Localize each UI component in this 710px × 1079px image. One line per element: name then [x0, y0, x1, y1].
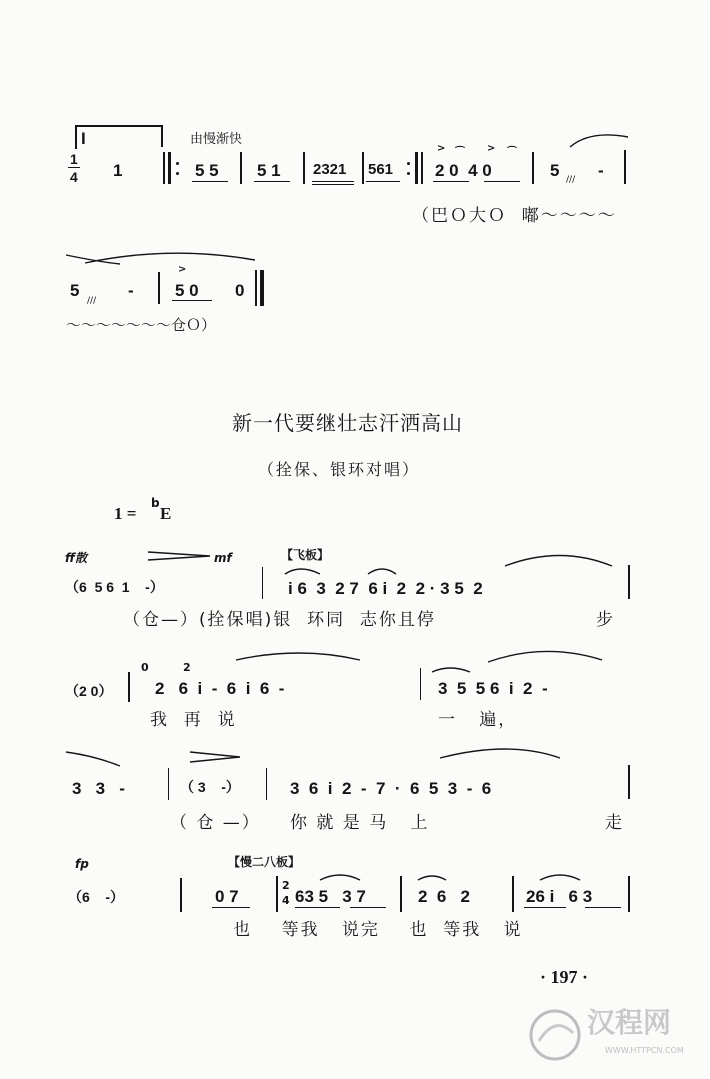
tie-slur	[285, 569, 320, 574]
s4-intro: （6 -）	[68, 889, 125, 905]
fermata-mark: ⌒	[507, 147, 517, 158]
song-subtitle: （拴保、银环对唱）	[258, 460, 421, 479]
line2-rest: 0	[235, 281, 245, 300]
s3-lyric-b: 你 就 是 马 上	[290, 813, 430, 833]
line2-note: 5	[70, 281, 80, 300]
tie-slur	[236, 653, 360, 660]
tie-slur	[66, 255, 120, 264]
key-label: 1 =	[114, 504, 137, 523]
hairpin-dim	[148, 552, 210, 560]
s2-time: 0	[141, 661, 149, 674]
s4-time-den: 4	[282, 894, 290, 907]
tie-slur	[440, 749, 560, 758]
section-mark-feiban: 【飞板】	[281, 548, 330, 562]
tremolo-mark: ///	[566, 175, 576, 185]
s2-notes-b: 3 5 5 6 i 2 -	[438, 679, 548, 698]
s3-notes-b: 3 6 i 2 - 7 · 6 5 3 - 6	[290, 779, 492, 798]
watermark-text: 汉程网	[587, 1006, 672, 1039]
s2-lyric-b: 一 遍，	[438, 710, 518, 730]
s2-intro: （2 0）	[65, 683, 113, 699]
percussion-line-1: （巴Ｏ大Ｏ 嘟～～～～	[412, 206, 617, 226]
accent-mark: >	[487, 143, 496, 154]
s4-notes-d: 26 i 6 3	[526, 887, 593, 906]
section-mark-maner: 【慢二八板】	[228, 855, 301, 869]
tie-slur	[505, 556, 612, 567]
fermata-mark: ⌒	[455, 147, 465, 158]
tempo-text: 由慢渐快	[190, 132, 243, 147]
page-number: · 197 ·	[540, 967, 589, 987]
measure-6-dash: -	[598, 161, 604, 180]
s3-lyric-a: （ 仓 —）	[170, 813, 261, 833]
time-sig-numerator: 1	[70, 151, 78, 167]
measure-6: 5	[550, 161, 560, 180]
measure-5: 2 0 4 0	[435, 161, 492, 180]
tie-slur	[85, 253, 255, 263]
s1-intro: （6 5 6 1 -）	[65, 579, 164, 595]
hairpin-dim	[190, 752, 240, 762]
s1-lyric-b: 步	[596, 610, 615, 630]
s4-time-num: 2	[282, 879, 290, 892]
first-note: 1	[113, 161, 123, 180]
s1-notes: i 6 3 2 7 6 i 2 2 · 3 5 2	[288, 579, 483, 598]
s2-grace: 2	[183, 661, 191, 674]
s3-notes-a: 3 3 -	[72, 779, 125, 798]
tie-slur	[320, 875, 360, 880]
s4-lyric: 也 等我 说完 也 等我 说	[233, 920, 523, 940]
dynamic-start: ff散	[65, 551, 87, 565]
tie-slur	[432, 668, 470, 672]
rehearsal-mark: I	[81, 129, 86, 148]
s4-notes-a: 0 7	[215, 887, 239, 906]
s3-percussion: （ 3 -）	[180, 779, 240, 795]
line2-measure: 5 0	[175, 281, 199, 300]
s1-lyric-a: （仓—）(拴保唱)银 环同 志你且停	[123, 610, 436, 630]
s4-notes-c: 2 6 2	[418, 887, 470, 906]
s2-lyric-a: 我 再 说	[150, 710, 237, 730]
song-title: 新一代要继壮志汗洒高山	[232, 411, 463, 435]
s4-notes-b: 63 5 3 7	[295, 887, 366, 906]
measure-2: 5 1	[257, 161, 281, 180]
dynamic-fp: fp	[75, 857, 89, 871]
s3-lyric-c: 走	[605, 813, 624, 833]
time-sig-denominator: 4	[70, 169, 78, 185]
key-letter: E	[160, 504, 172, 523]
key-flat: b	[151, 496, 160, 510]
accent-mark: >	[178, 264, 187, 275]
measure-4: 561	[368, 161, 394, 178]
dynamic-end: mf	[214, 551, 232, 565]
tie-slur	[368, 569, 396, 574]
watermark-url: WWW.HTTPCN.COM	[605, 1046, 684, 1055]
tie-slur	[418, 876, 446, 880]
measure-3: 2321	[313, 161, 347, 178]
tremolo-mark: ///	[87, 296, 97, 306]
line2-dash: -	[128, 281, 134, 300]
measure-1: 5 5	[195, 161, 219, 180]
tie-slur	[66, 752, 120, 766]
s2-notes-a: 2 6 i - 6 i 6 -	[155, 679, 285, 698]
tie-slur	[570, 135, 628, 147]
percussion-line-2: ～～～～～～～仓Ｏ）	[66, 316, 217, 334]
tie-slur	[488, 651, 602, 662]
accent-mark: >	[437, 143, 446, 154]
tie-slur	[540, 875, 580, 880]
